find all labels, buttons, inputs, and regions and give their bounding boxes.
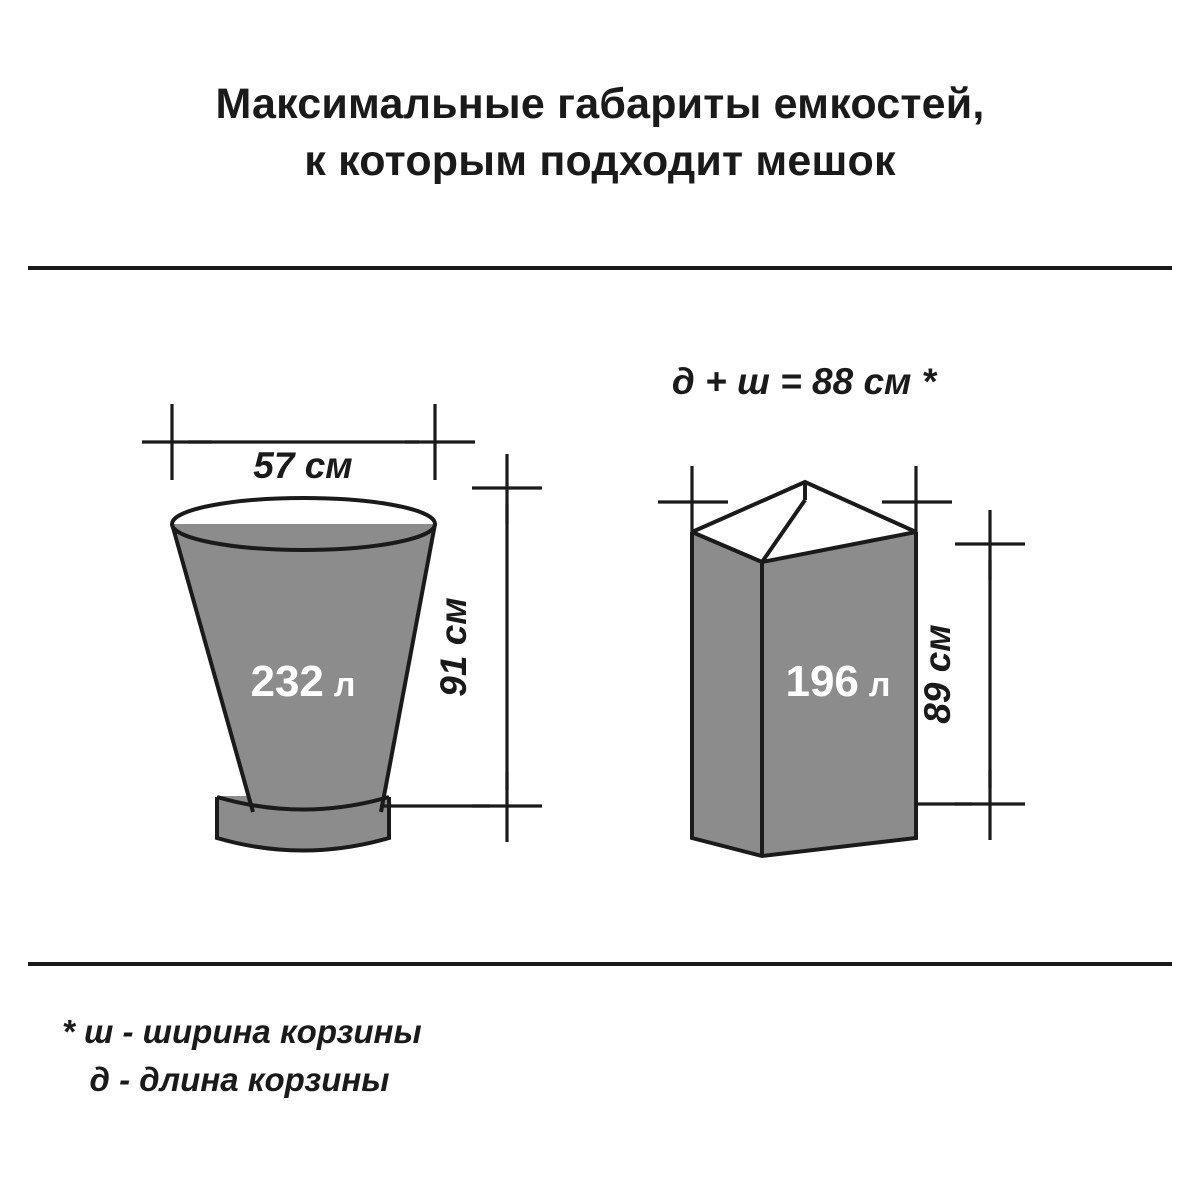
rect-basket-back-edge [762, 482, 805, 562]
round-bin-height-label: 91 см [433, 597, 474, 697]
page-title [0, 76, 1200, 190]
rect-bin-width-label: д + ш = 88 см * [671, 361, 937, 402]
round-bin-volume-unit: л [333, 666, 356, 704]
footnote-line-2: д - длина корзины [62, 1060, 390, 1098]
footnote-line-1: * ш - ширина корзины [62, 1013, 422, 1050]
rect-basket-left-face [692, 532, 762, 856]
round-bin-width-label: 57 см [253, 445, 353, 486]
diagram-round-bin [142, 404, 542, 851]
divider-bottom [28, 962, 1172, 966]
rect-bin-height-label: 89 см [917, 624, 958, 724]
page-title-line-2: к которым подходит мешок [304, 136, 896, 185]
rect-bin-volume-unit: л [868, 666, 891, 704]
page-title-line-1: Максимальные габариты емкостей, [215, 80, 985, 128]
diagram-stage [0, 266, 1200, 962]
footnotes [62, 1008, 422, 1104]
rect-bin-volume-value: 196 [785, 657, 859, 706]
round-bin-volume-value: 232 [250, 657, 324, 706]
diagram-rect-bin [658, 361, 1025, 856]
